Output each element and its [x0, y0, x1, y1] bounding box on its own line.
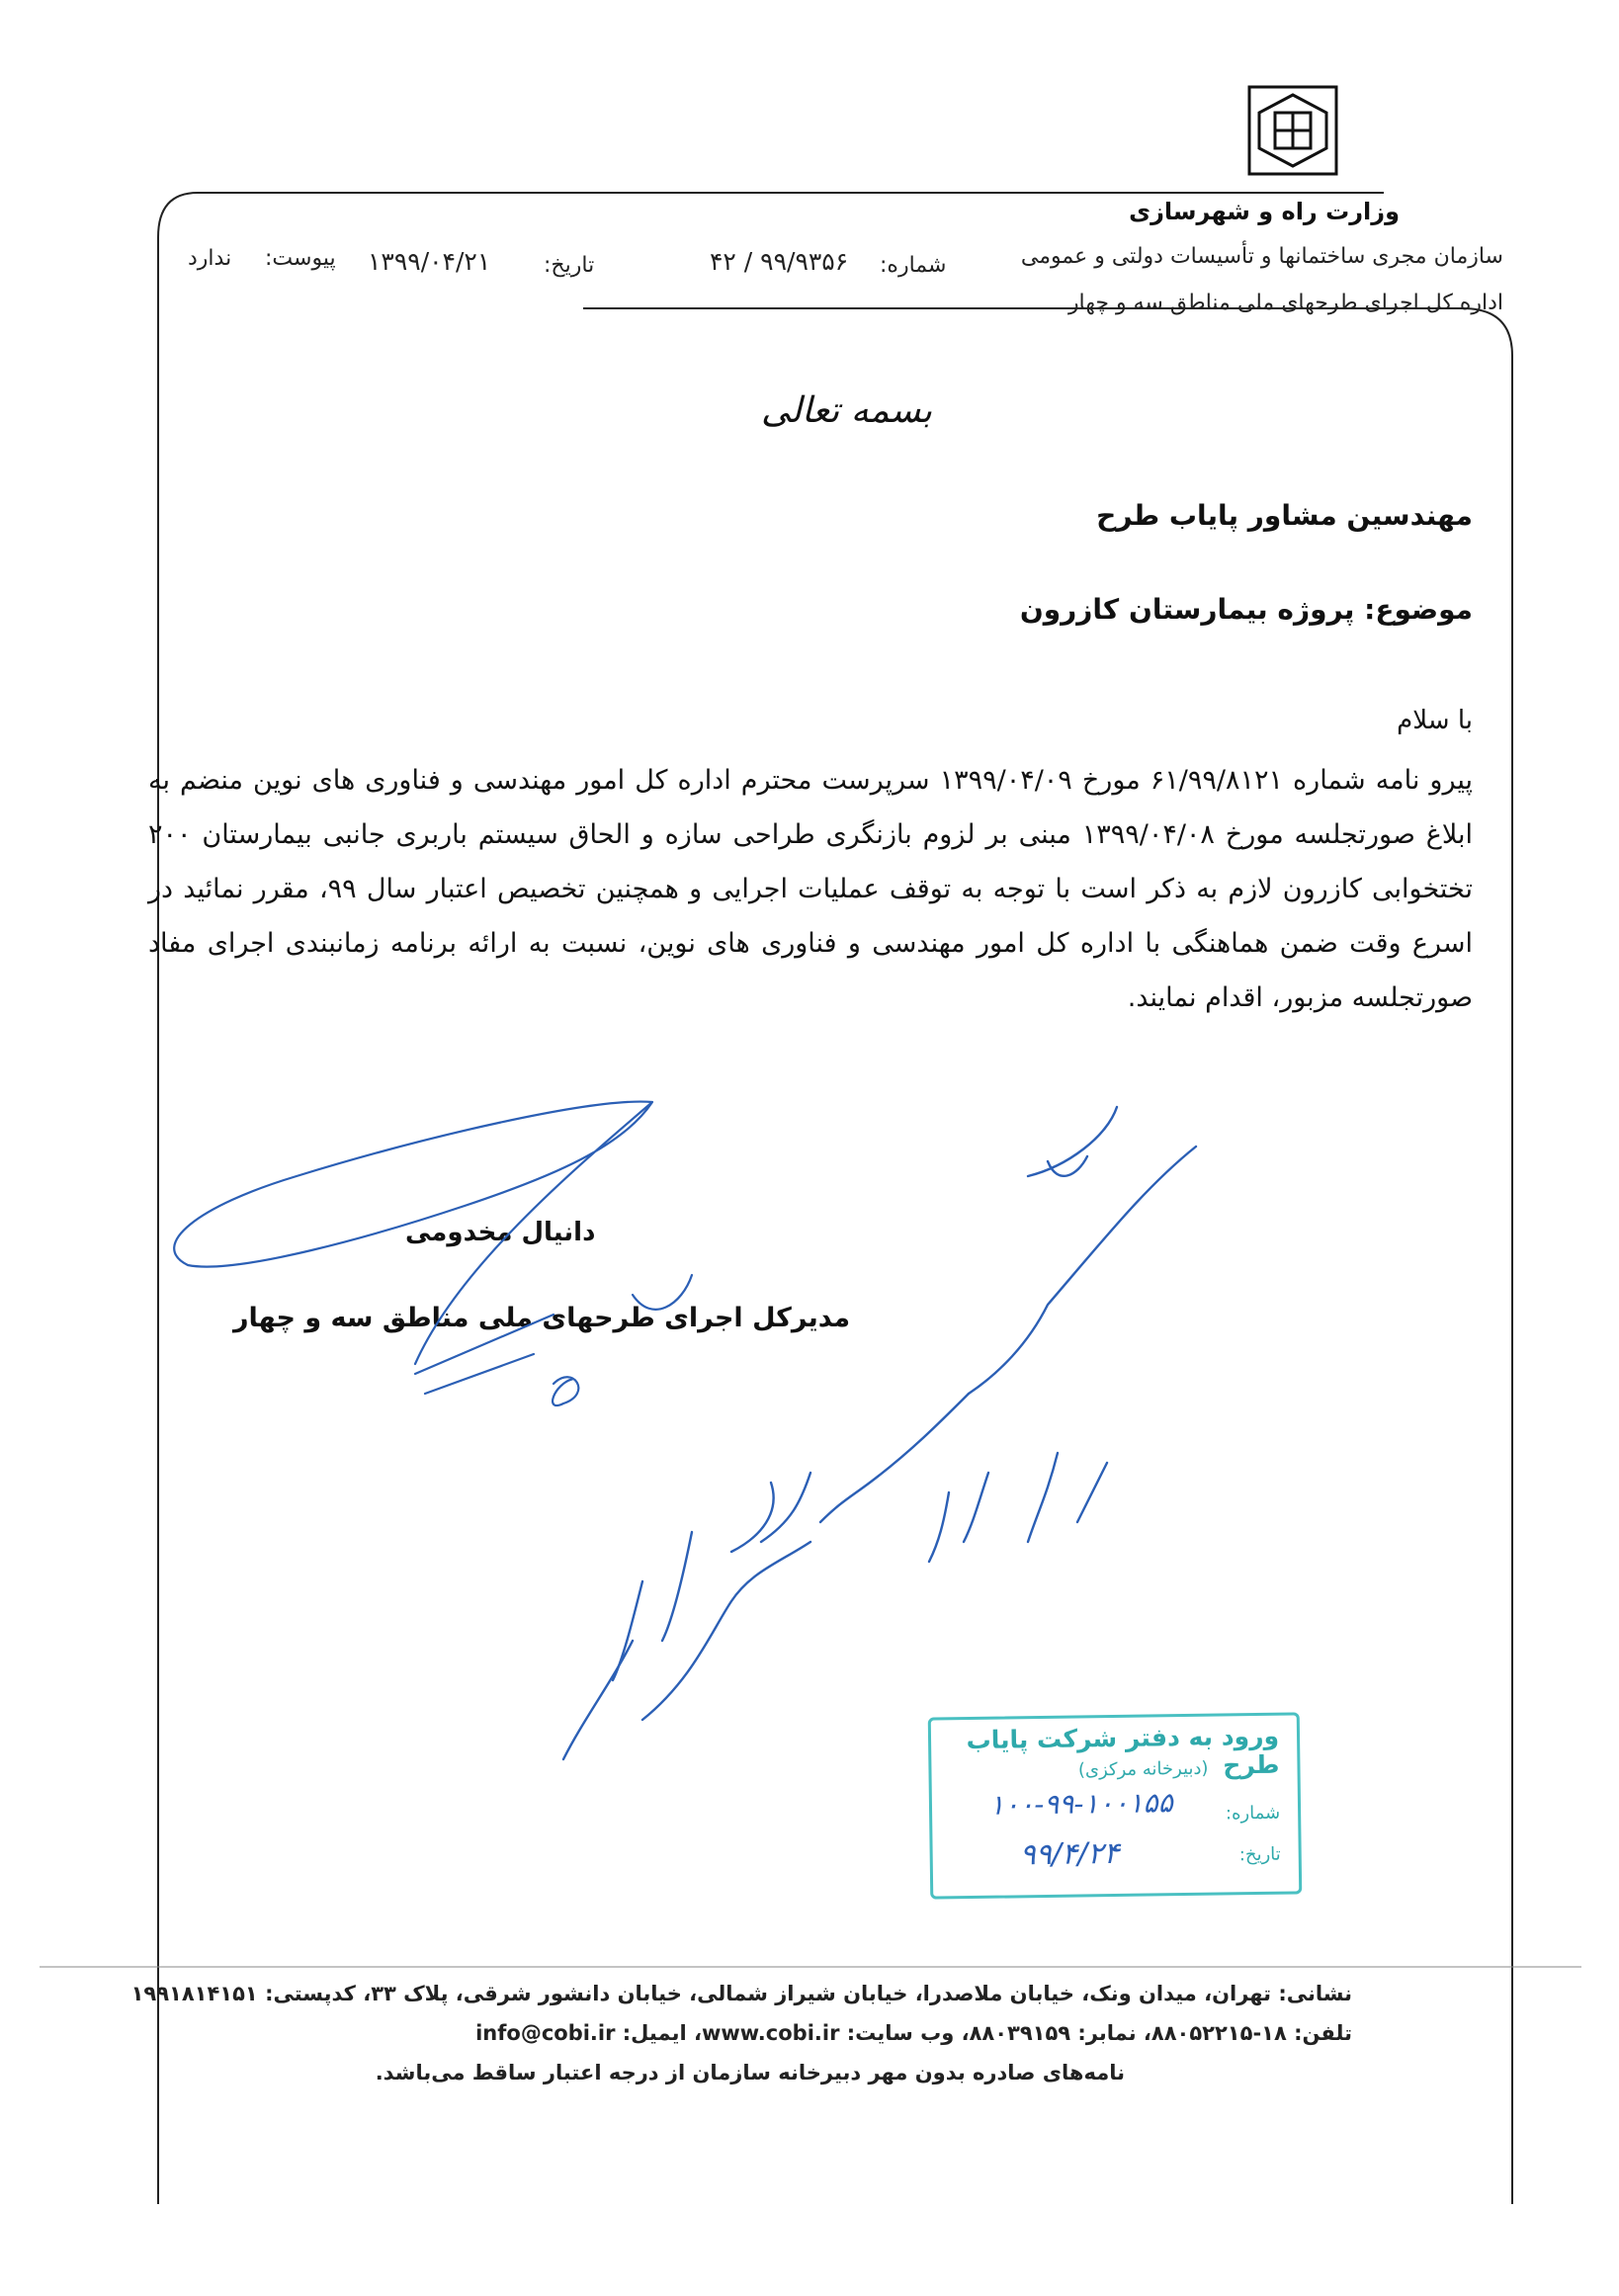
invocation: بسمه تعالی: [761, 390, 933, 431]
department-name: اداره کل اجرای طرحهای ملی مناطق سه و چهار: [1067, 291, 1503, 315]
organization-name: سازمان مجری ساختمانها و تأسیسات دولتی و عمومی: [1020, 244, 1503, 269]
attachment-label: پیوست:: [265, 246, 336, 271]
stamp-subtitle: (دبیرخانه مرکزی): [1077, 1757, 1209, 1781]
date-label: تاریخ:: [544, 253, 595, 278]
stamp-number-value: ۱۰۰-۹۹-۱۰۰۱۵۵: [988, 1786, 1173, 1822]
recipient: مهندسین مشاور پایاب طرح: [1096, 499, 1473, 532]
footer-contact: تلفن: ۱۸-۸۸۰۵۲۲۱۵، نمابر: ۸۸۰۳۹۱۵۹، وب سایت: www.cobi.ir، ایمیل: info@cobi.ir: [475, 2021, 1352, 2045]
attachment-value: ندارد: [188, 246, 232, 271]
stamp-date-label: تاریخ:: [1238, 1843, 1281, 1866]
stamp-date-value: ۹۹/۴/۲۴: [1019, 1835, 1120, 1873]
number-label: شماره:: [880, 253, 947, 278]
footer-address: نشانی: تهران، میدان ونک، خیابان ملاصدرا، خیابان شیراز شمالی، خیابان دانشور شرقی، پلاک ۳۳، کدپستی: ۱۹۹۱۸۱۴۱۵۱: [130, 1982, 1352, 2005]
receipt-stamp: [928, 1712, 1303, 1899]
signer-title: مدیرکل اجرای طرحهای ملی مناطق سه و چهار: [233, 1303, 851, 1333]
letter-body: پیرو نامه شماره ۶۱/۹۹/۸۱۲۱ مورخ ۱۳۹۹/۰۴/۰۹ سرپرست محترم اداره کل امور مهندسی و فناوری های نوین منضم به ابلاغ صورتجلسه مورخ ۱۳۹۹/۰۴/۰۸ مبنی بر لزوم بازنگری طراحی سازه و الحاق سیستم باربری جانبی بیمارستان ۲۰۰ تختخوابی کازرون لازم به ذکر است با توجه به توقف عملیات اجرایی و همچنین تخصیص اعتبار سال ۹۹، مقرر نمائید در اسرع وقت ضمن هماهنگی با اداره کل امور مهندسی و فناوری های نوین، نسبت به ارائه برنامه زمانبندی اجرای مفاد صورتجلسه مزبور، اقدام نمایند.: [148, 765, 1474, 1013]
footer-note: نامه‌های صادره بدون مهر دبیرخانه سازمان از درجه اعتبار ساقط می‌باشد.: [375, 2061, 1125, 2084]
letter-date: ۱۳۹۹/۰۴/۲۱: [368, 247, 491, 276]
ministry-logo: [1247, 85, 1338, 176]
letter-number: ۴۲ / ۹۹/۹۳۵۶: [710, 247, 849, 276]
subject-line: موضوع: پروژه بیمارستان کازرون: [1019, 593, 1473, 626]
stamp-number-label: شماره:: [1225, 1802, 1281, 1825]
greeting: با سلام: [1397, 706, 1473, 735]
stamp-title: ورود به دفتر شرکت پایاب طرح: [966, 1721, 1280, 1780]
signer-name: دانیال مخدومی: [405, 1218, 596, 1247]
ministry-name: وزارت راه و شهرسازی: [1129, 198, 1400, 225]
